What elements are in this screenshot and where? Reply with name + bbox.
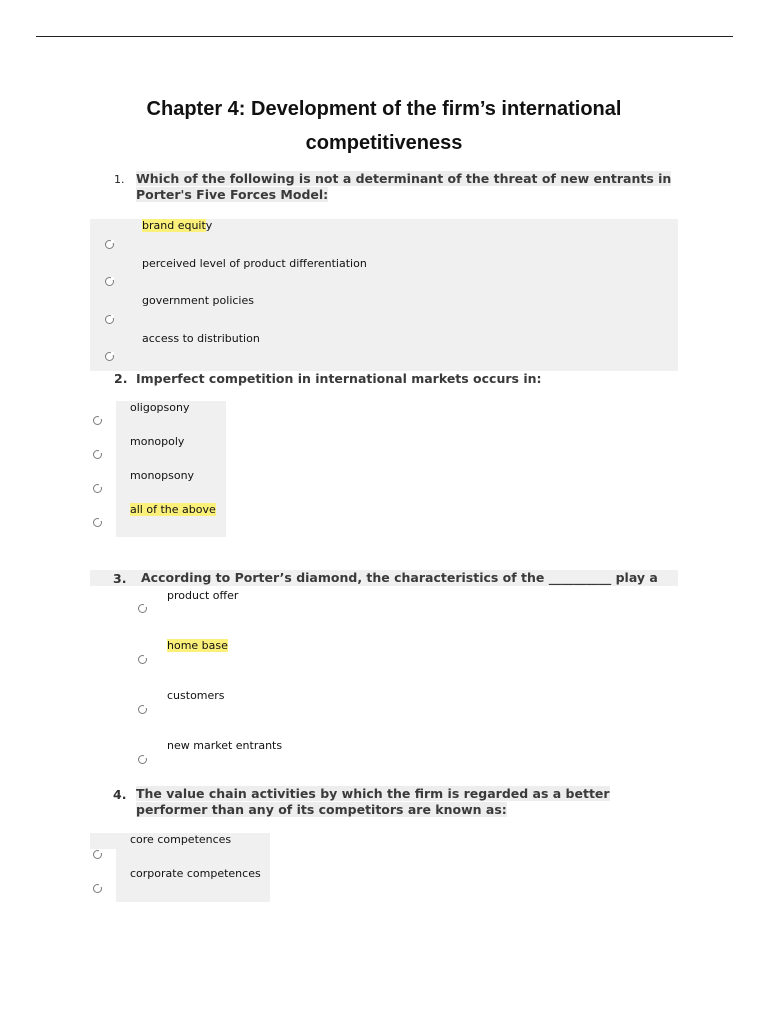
option-label: monopoly	[130, 435, 185, 448]
option-label: corporate competences	[130, 867, 261, 880]
option-label	[167, 639, 228, 652]
radio-button[interactable]	[93, 850, 102, 859]
option-label	[130, 503, 216, 516]
question-text	[136, 171, 696, 203]
radio-button[interactable]	[93, 484, 102, 493]
answer-highlight: brand equit	[142, 219, 206, 232]
option-label: product offer	[167, 589, 239, 602]
question-text-line-2: Porter's Five Forces Model:	[136, 187, 329, 202]
radio-button[interactable]	[138, 755, 147, 764]
option-label: government policies	[142, 294, 254, 307]
question-text	[136, 786, 636, 818]
answer-highlight: all of the above	[130, 503, 216, 516]
option-label: access to distribution	[142, 332, 260, 345]
option-label-rest: y	[205, 219, 213, 232]
option-label: monopsony	[130, 469, 195, 482]
radio-button[interactable]	[93, 450, 102, 459]
options-gutter	[90, 833, 116, 849]
radio-button[interactable]	[105, 352, 114, 361]
question-text-line-2: performer than any of its competitors are known as:	[136, 802, 507, 817]
radio-button[interactable]	[138, 655, 147, 664]
radio-button[interactable]	[93, 416, 102, 425]
option-label: oligopsony	[130, 401, 190, 414]
page-title	[100, 92, 668, 160]
radio-button[interactable]	[93, 518, 102, 527]
radio-button[interactable]	[105, 277, 114, 286]
option-label	[142, 219, 212, 232]
question-number: 3.	[113, 571, 127, 586]
question-number: 2.	[114, 371, 128, 386]
answer-highlight: home base	[167, 639, 228, 652]
option-label: customers	[167, 689, 225, 702]
option-label: new market entrants	[167, 739, 283, 752]
question-text: According to Porter’s diamond, the characteristics of the __________ play a	[141, 570, 658, 585]
title-line-1: Chapter 4: Development of the firm’s international	[146, 98, 622, 120]
header-rule	[36, 36, 733, 37]
radio-button[interactable]	[93, 884, 102, 893]
option-label: perceived level of product differentiation	[142, 257, 367, 270]
question-number: 4.	[113, 787, 127, 802]
question-text: Imperfect competition in international markets occurs in:	[136, 371, 542, 386]
radio-button[interactable]	[138, 604, 147, 613]
question-text-line-1: Which of the following is not a determinant of the threat of new entrants in	[136, 171, 672, 186]
option-label: core competences	[130, 833, 232, 846]
radio-button[interactable]	[105, 240, 114, 249]
question-number: 1.	[114, 173, 125, 186]
question-text-line-1: The value chain activities by which the firm is regarded as a better	[136, 786, 610, 801]
radio-button[interactable]	[138, 705, 147, 714]
title-line-2: competitiveness	[305, 132, 463, 154]
radio-button[interactable]	[105, 315, 114, 324]
